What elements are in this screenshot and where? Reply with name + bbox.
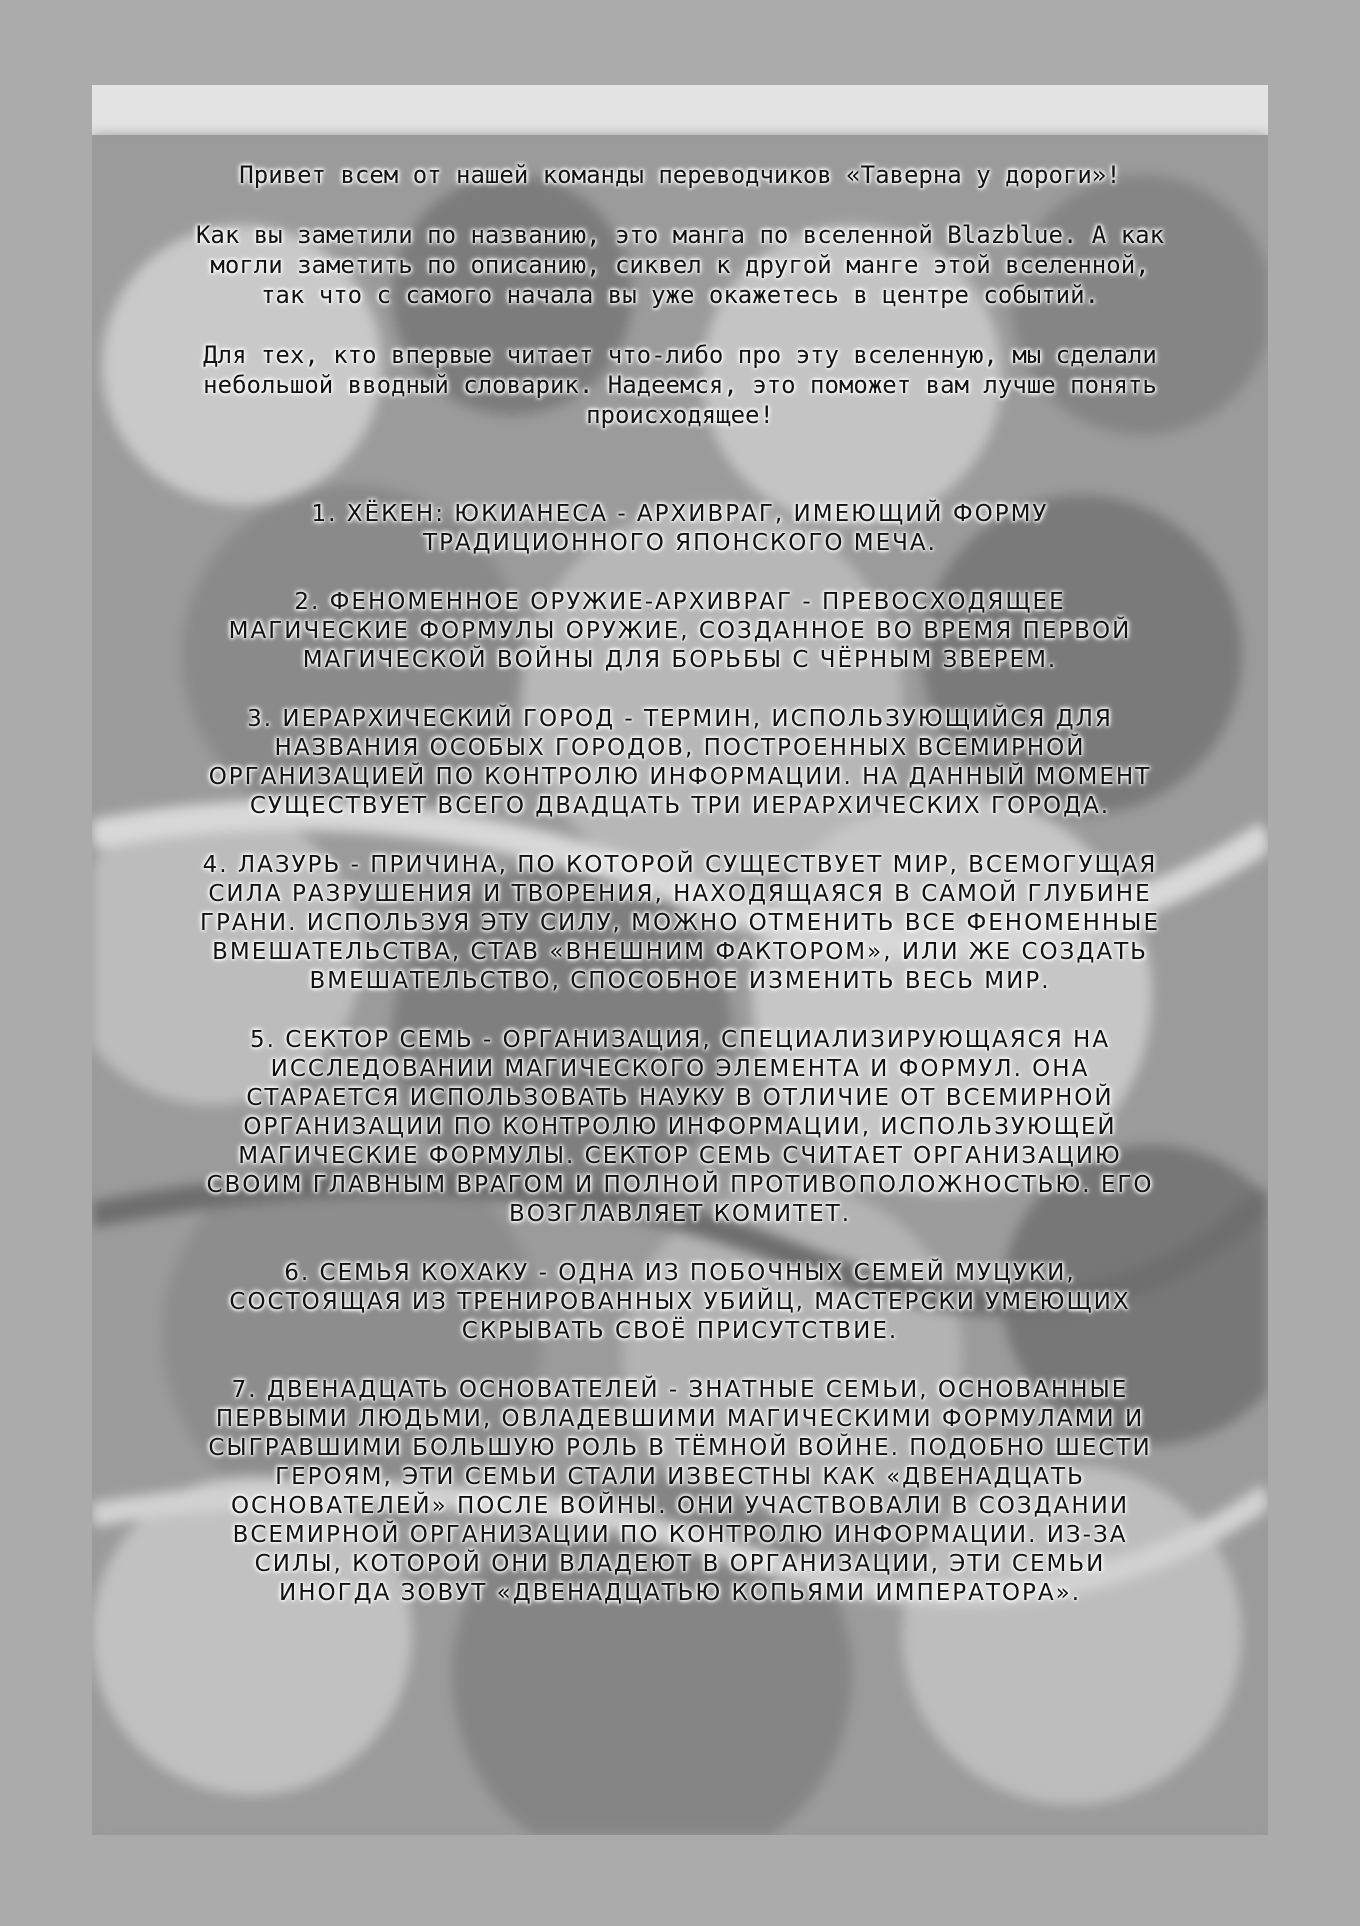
manga-page xyxy=(92,85,1268,1835)
section-gap xyxy=(92,460,1268,500)
intro-glossary-note: Для тех, кто впервые читает что-либо про эту вселенную, мы сделали небольшой вводный словарик. Надеемся, это поможет вам лучше понять происходящее! xyxy=(203,341,1157,429)
page-top-strip xyxy=(92,85,1268,135)
glossary-item-7: 7. ДВЕНАДЦАТЬ ОСНОВАТЕЛЕЙ - ЗНАТНЫЕ СЕМЬИ, ОСНОВАННЫЕ ПЕРВЫМИ ЛЮДЬМИ, ОВЛАДЕВШИМИ МАГИЧЕСКИМИ ФОРМУЛАМИ И СЫГРАВШИМИ БОЛЬШУЮ РОЛЬ В ТЁМНОЙ ВОЙНЕ. ПОДОБНО ШЕСТИ ГЕРОЯМ, ЭТИ СЕМЬИ СТАЛИ ИЗВЕСТНЫ КАК «ДВЕНАДЦАТЬ ОСНОВАТЕЛЕЙ» ПОСЛЕ ВОЙНЫ. ОНИ УЧАСТВОВАЛИ В СОЗДАНИИ ВСЕМИРНОЙ ОРГАНИЗАЦИИ ПО КОНТРОЛЮ ИНФОРМАЦИИ. ИЗ-ЗА СИЛЫ, КОТОРОЙ ОНИ ВЛАДЕЮТ В ОРГАНИЗАЦИИ, ЭТИ СЕМЬИ ИНОГДА ЗОВУТ «ДВЕНАДЦАТЬЮ КОПЬЯМИ ИМПЕРАТОРА». xyxy=(208,1377,1152,1606)
glossary-item-5: 5. СЕКТОР СЕМЬ - ОРГАНИЗАЦИЯ, СПЕЦИАЛИЗИРУЮЩАЯСЯ НА ИССЛЕДОВАНИИ МАГИЧЕСКОГО ЭЛЕМЕНТА И ФОРМУЛ. ОНА СТАРАЕТСЯ ИСПОЛЬЗОВАТЬ НАУКУ В ОТЛИЧИЕ ОТ ВСЕМИРНОЙ ОРГАНИЗАЦИИ ПО КОНТРОЛЮ ИНФОРМАЦИИ, ИСПОЛЬЗУЮЩЕЙ МАГИЧЕСКИЕ ФОРМУЛЫ. СЕКТОР СЕМЬ СЧИТАЕТ ОРГАНИЗАЦИЮ СВОИМ ГЛАВНЫМ ВРАГОМ И ПОЛНОЙ ПРОТИВОПОЛОЖНОСТЬЮ. ЕГО ВОЗГЛАВЛЯЕТ КОМИТЕТ. xyxy=(206,1027,1154,1227)
intro-greeting: Привет всем от нашей команды переводчиков «Таверна у дороги»! xyxy=(239,161,1121,189)
glossary-item-2: 2. ФЕНОМЕННОЕ ОРУЖИЕ-АРХИВРАГ - ПРЕВОСХОДЯЩЕЕ МАГИЧЕСКИЕ ФОРМУЛЫ ОРУЖИЕ, СОЗДАННОЕ ВО ВРЕМЯ ПЕРВОЙ МАГИЧЕСКОЙ ВОЙНЫ ДЛЯ БОРЬБЫ С ЧЁРНЫМ ЗВЕРЕМ. xyxy=(228,589,1132,673)
glossary-item-3: 3. ИЕРАРХИЧЕСКИЙ ГОРОД - ТЕРМИН, ИСПОЛЬЗУЮЩИЙСЯ ДЛЯ НАЗВАНИЯ ОСОБЫХ ГОРОДОВ, ПОСТРОЕННЫХ ВСЕМИРНОЙ ОРГАНИЗАЦИЕЙ ПО КОНТРОЛЮ ИНФОРМАЦИИ. НА ДАННЫЙ МОМЕНТ СУЩЕСТВУЕТ ВСЕГО ДВАДЦАТЬ ТРИ ИЕРАРХИЧЕСКИХ ГОРОДА. xyxy=(208,706,1152,819)
glossary-item-1: 1. ХЁКЕН: ЮКИАНЕСА - АРХИВРАГ, ИМЕЮЩИЙ ФОРМУ ТРАДИЦИОННОГО ЯПОНСКОГО МЕЧА. xyxy=(311,501,1049,556)
glossary-item-4: 4. ЛАЗУРЬ - ПРИЧИНА, ПО КОТОРОЙ СУЩЕСТВУЕТ МИР, ВСЕМОГУЩАЯ СИЛА РАЗРУШЕНИЯ И ТВОРЕНИЯ, НАХОДЯЩАЯСЯ В САМОЙ ГЛУБИНЕ ГРАНИ. ИСПОЛЬЗУЯ ЭТУ СИЛУ, МОЖНО ОТМЕНИТЬ ВСЕ ФЕНОМЕННЫЕ ВМЕШАТЕЛЬСТВА, СТАВ «ВНЕШНИМ ФАКТОРОМ», ИЛИ ЖЕ СОЗДАТЬ ВМЕШАТЕЛЬСТВО, СПОСОБНОЕ ИЗМЕНИТЬ ВЕСЬ МИР. xyxy=(200,852,1160,994)
glossary-item-6: 6. СЕМЬЯ КОХАКУ - ОДНА ИЗ ПОБОЧНЫХ СЕМЕЙ МУЦУКИ, СОСТОЯЩАЯ ИЗ ТРЕНИРОВАННЫХ УБИЙЦ, МАСТЕРСКИ УМЕЮЩИХ СКРЫВАТЬ СВОЁ ПРИСУТСТВИЕ. xyxy=(229,1260,1131,1344)
intro-description: Как вы заметили по названию, это манга по вселенной Blazblue. А как могли заметить по описанию, сиквел к другой манге этой вселенной, так что с самого начала вы уже окажетесь в центре событий. xyxy=(195,221,1165,309)
text-content xyxy=(92,160,1268,1638)
